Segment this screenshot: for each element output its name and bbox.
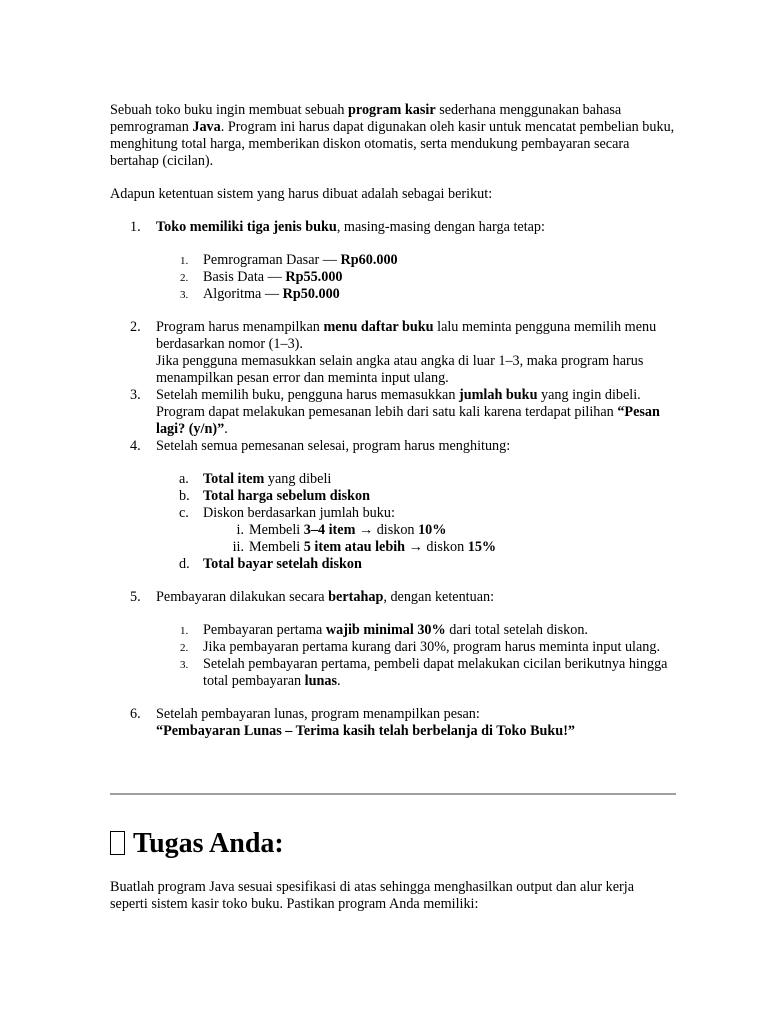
calc-text: yang dibeli (264, 471, 332, 487)
book-item (110, 252, 676, 269)
list-number: 2. (130, 319, 141, 335)
item-3-note-end: . (224, 421, 228, 437)
sub-number: 1. (180, 625, 189, 637)
item-3-note (156, 404, 676, 438)
item-6-text: Setelah pembayaran lunas, program menampilkan pesan: (156, 706, 480, 722)
calc-item-b (110, 488, 676, 505)
requirements-list (110, 219, 676, 740)
list-number: 6. (130, 706, 141, 722)
item-1-text (156, 219, 676, 236)
lead-paragraph: Adapun ketentuan sistem yang harus dibuat adalah sebagai berikut: (110, 186, 493, 202)
sub-number: 3. (180, 659, 189, 671)
intro-text-1: Sebuah toko buku ingin membuat sebuah (110, 102, 349, 118)
calculation-list (156, 471, 676, 573)
payment-item (110, 639, 676, 656)
discount-text: Membeli (249, 522, 304, 538)
intro-bold-java: Java (192, 119, 221, 135)
item-3-note-bold: “Pesan lagi? (y/n)” (156, 404, 660, 437)
discount-text: Membeli (249, 539, 304, 555)
intro-text-2: sederhana menggunakan bahasa pemrograman (110, 102, 622, 135)
book-price: Rp60.000 (340, 252, 398, 268)
calc-bold: Total bayar setelah diskon (203, 556, 362, 572)
book-price: Rp50.000 (282, 286, 340, 302)
calc-item-a (110, 471, 676, 488)
list-item-2 (110, 319, 676, 387)
list-item-1 (110, 219, 676, 303)
payment-text-end: . (336, 673, 341, 689)
list-number: 5. (130, 589, 141, 605)
payment-text: Setelah pembayaran pertama, pembeli dapat melakukan cicilan berikutnya hingga total pembayaran (203, 656, 668, 689)
list-number: 3. (130, 387, 141, 403)
item-5-text (156, 589, 676, 606)
calc-text: Diskon berdasarkan jumlah buku: (203, 505, 395, 521)
item-5-text-b: , dengan ketentuan: (383, 589, 495, 605)
sub-letter: a. (179, 471, 189, 487)
heading-text: Tugas Anda: (133, 828, 284, 859)
item-5-bold: bertahap (328, 589, 384, 605)
item-3-text (156, 387, 676, 404)
book-item (110, 269, 676, 286)
list-item-3 (110, 387, 676, 438)
payment-bold: lunas (304, 673, 337, 689)
discount-percent: 15% (467, 539, 497, 555)
calc-item-d (110, 556, 676, 573)
item-3-text-b: yang ingin dibeli. (537, 387, 641, 403)
item-2-bold: menu daftar buku (323, 319, 434, 335)
list-number: 1. (130, 219, 141, 235)
missing-glyph-box-icon (110, 831, 125, 855)
calc-item-c (110, 505, 676, 556)
roman-number: ii. (232, 539, 244, 555)
list-number: 4. (130, 438, 141, 454)
document-body (110, 102, 676, 740)
item-3-note-text: Program dapat melakukan pemesanan lebih dari satu kali karena terdapat pilihan (156, 404, 618, 420)
discount-item (110, 539, 676, 556)
section-heading (110, 824, 284, 864)
discount-bold: 5 item atau lebih (303, 539, 406, 555)
item-1-rest: , masing-masing dengan harga tetap: (336, 219, 545, 235)
roman-number: i. (236, 522, 244, 538)
discount-list (203, 522, 676, 556)
sub-number: 1. (180, 255, 189, 267)
item-1-bold: Toko memiliki tiga jenis buku (156, 219, 337, 235)
item-6-message (156, 723, 676, 740)
book-item (110, 286, 676, 303)
item-3-bold: jumlah buku (459, 387, 538, 403)
sub-letter: b. (179, 488, 190, 504)
item-5-text-a: Pembayaran dilakukan secara (156, 589, 329, 605)
book-name: Algoritma — (203, 286, 283, 302)
sub-number: 2. (180, 642, 189, 654)
item-4-text: Setelah semua pemesanan selesai, program harus menghitung: (156, 438, 511, 454)
discount-item (110, 522, 676, 539)
item-2-note: Jika pengguna memasukkan selain angka atau angka di luar 1–3, maka program harus menampilkan pesan error dan meminta input ulang. (156, 353, 644, 386)
sub-letter: c. (179, 505, 189, 521)
payment-text: Pembayaran pertama (203, 622, 326, 638)
payment-item (110, 622, 676, 639)
sub-number: 2. (180, 272, 189, 284)
book-name: Pemrograman Dasar — (203, 252, 341, 268)
payment-list (156, 622, 676, 690)
item-3-text-a: Setelah memilih buku, pengguna harus memasukkan (156, 387, 459, 403)
sub-number: 3. (180, 289, 189, 301)
list-item-4 (110, 438, 676, 573)
payment-item (110, 656, 676, 690)
item-2-text-b: lalu meminta pengguna memilih menu berdasarkan nomor (1–3). (156, 319, 657, 352)
calc-bold: Total harga sebelum diskon (203, 488, 371, 504)
intro-bold-program-kasir: program kasir (348, 102, 436, 118)
payment-bold: wajib minimal 30% (325, 622, 446, 638)
discount-bold: 3–4 item (303, 522, 356, 538)
closing-paragraph: Buatlah program Java sesuai spesifikasi di atas sehingga menghasilkan output dan alur kerja seperti sistem kasir toko buku. Pastikan program Anda memiliki: (110, 879, 635, 912)
discount-arrow-text: → diskon (355, 522, 419, 538)
intro-text-3: . Program ini harus dapat digunakan oleh kasir untuk mencatat pembelian buku, menghitung total harga, memberikan diskon otomatis, serta mendukung pembayaran secara bertahap (cicilan). (110, 119, 675, 169)
item-2-text (156, 319, 676, 353)
discount-arrow-text: → diskon (405, 539, 468, 555)
item-2-text-a: Program harus menampilkan (156, 319, 324, 335)
payment-text: Jika pembayaran pertama kurang dari 30%, program harus meminta input ulang. (203, 639, 661, 655)
list-item-6 (110, 706, 676, 740)
list-item-5 (110, 589, 676, 690)
success-message: “Pembayaran Lunas – Terima kasih telah berbelanja di Toko Buku!” (156, 723, 576, 739)
horizontal-divider (110, 793, 676, 795)
payment-text-end: dari total setelah diskon. (445, 622, 588, 638)
book-list (156, 252, 676, 303)
intro-paragraph (110, 102, 676, 170)
calc-bold: Total item (203, 471, 265, 487)
book-name: Basis Data — (203, 269, 286, 285)
book-price: Rp55.000 (285, 269, 343, 285)
sub-letter: d. (179, 556, 190, 572)
discount-percent: 10% (418, 522, 447, 538)
